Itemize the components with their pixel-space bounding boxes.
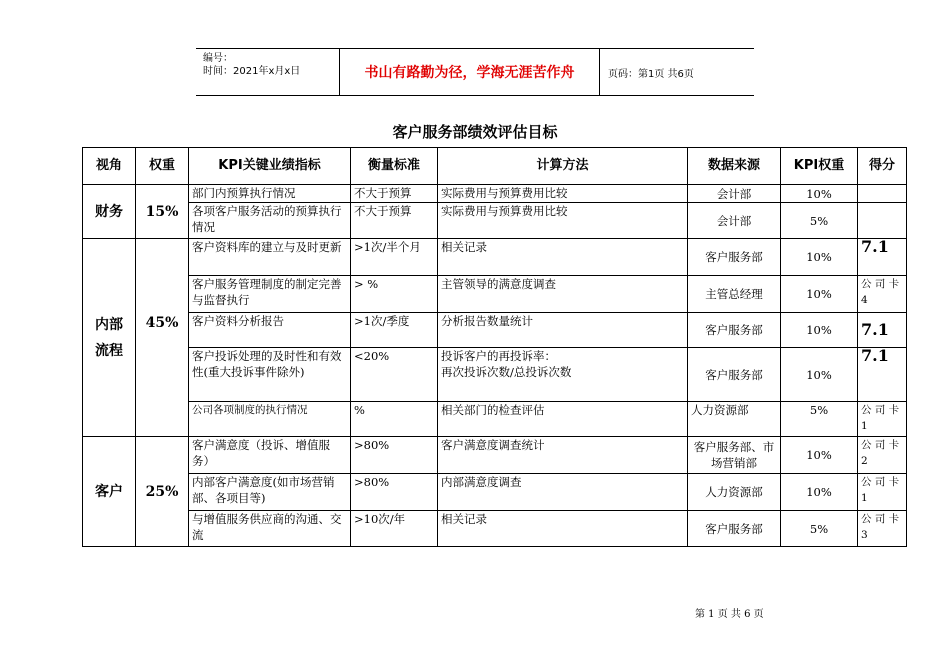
table-row [83,511,907,547]
score-cell [858,203,907,239]
source-cell: 客户服务部、市场营销部 [688,437,781,474]
method-cell [438,348,688,402]
table-header-row [83,148,907,185]
kpi-cell: 各项客户服务活动的预算执行情况 [189,203,351,239]
score-cell: 公 司 卡1 [858,474,907,511]
score-cell: 公 司 卡2 [858,437,907,474]
standard-cell: 不大于预算 [351,185,438,203]
source-cell: 人力资源部 [688,402,781,437]
kpi-weight-cell: 5% [781,402,858,437]
method-cell: 相关记录 [438,239,688,276]
method-cell: 实际费用与预算费用比较 [438,185,688,203]
source-cell: 会计部 [688,203,781,239]
source-cell: 客户服务部 [688,348,781,402]
kpi-weight-cell: 10% [781,185,858,203]
document-header [196,48,754,96]
table-row [83,185,907,203]
source-cell: 会计部 [688,185,781,203]
score-cell: 公 司 卡3 [858,511,907,547]
kpi-weight-cell: 10% [781,239,858,276]
standard-cell: <20% [351,348,438,402]
standard-cell: > % [351,276,438,313]
kpi-cell: 部门内预算执行情况 [189,185,351,203]
method-cell: 实际费用与预算费用比较 [438,203,688,239]
source-cell: 客户服务部 [688,239,781,276]
col-kpi-weight: KPI权重 [781,148,858,185]
header-page-label: 页码：第1页 共6页 [608,68,694,80]
category-cell [83,239,136,437]
document-title: 客户服务部绩效评估目标 [392,123,558,141]
time-label: 时间：2021年x月x日 [203,66,301,77]
score-cell: 公 司 卡1 [858,402,907,437]
source-cell: 主管总经理 [688,276,781,313]
standard-cell: >1次/季度 [351,313,438,348]
kpi-weight-cell: 10% [781,348,858,402]
col-standard: 衡量标准 [351,148,438,185]
kpi-weight-cell: 10% [781,313,858,348]
col-source: 数据来源 [688,148,781,185]
standard-cell: % [351,402,438,437]
kpi-weight-cell: 10% [781,474,858,511]
col-method: 计算方法 [438,148,688,185]
score-cell: 公 司 卡4 [858,276,907,313]
standard-cell: >10次/年 [351,511,438,547]
source-cell: 人力资源部 [688,474,781,511]
kpi-cell: 内部客户满意度(如市场营销部、各项目等) [189,474,351,511]
score-cell: 7.1 [858,348,907,402]
number-label: 编号： [203,53,233,64]
source-cell: 客户服务部 [688,313,781,348]
table-row [83,276,907,313]
kpi-cell: 客户服务管理制度的制定完善与监督执行 [189,276,351,313]
table-row [83,474,907,511]
category-line: 内部 [95,316,123,333]
standard-cell: >80% [351,474,438,511]
standard-cell: >1次/半个月 [351,239,438,276]
score-cell [858,185,907,203]
category-line: 流程 [95,342,123,359]
weight-cell: 15% [136,185,189,239]
col-perspective: 视角 [83,148,136,185]
kpi-weight-cell: 10% [781,276,858,313]
score-cell: 7.1 [858,239,907,276]
source-cell: 客户服务部 [688,511,781,547]
standard-cell: >80% [351,437,438,474]
kpi-cell: 客户满意度（投诉、增值服务） [189,437,351,474]
method-line: 投诉客户的再投诉率： [441,349,556,363]
table-row [83,239,907,276]
kpi-cell: 公司各项制度的执行情况 [189,402,351,437]
kpi-cell: 客户资料分析报告 [189,313,351,348]
header-slogan: 书山有路勤为径，学海无涯苦作舟 [339,49,600,95]
page-footer: 第 1 页 共 6 页 [695,609,764,620]
table-row [83,402,907,437]
kpi-weight-cell: 10% [781,437,858,474]
col-kpi: KPI关键业绩指标 [189,148,351,185]
weight-cell: 25% [136,437,189,547]
kpi-weight-cell: 5% [781,203,858,239]
table-row [83,348,907,402]
col-weight: 权重 [136,148,189,185]
table-row [83,313,907,348]
table-row [83,437,907,474]
method-cell: 相关部门的检查评估 [438,402,688,437]
weight-cell: 45% [136,239,189,437]
kpi-cell: 客户资料库的建立与及时更新 [189,239,351,276]
table-row [83,203,907,239]
method-cell: 相关记录 [438,511,688,547]
kpi-cell: 与增值服务供应商的沟通、交流 [189,511,351,547]
header-meta [196,49,339,95]
method-cell: 客户满意度调查统计 [438,437,688,474]
score-cell: 7.1 [858,313,907,348]
category-cell: 财务 [83,185,136,239]
kpi-weight-cell: 5% [781,511,858,547]
method-cell: 分析报告数量统计 [438,313,688,348]
kpi-table [82,147,907,547]
method-cell: 主管领导的满意度调查 [438,276,688,313]
method-cell: 内部满意度调查 [438,474,688,511]
kpi-cell: 客户投诉处理的及时性和有效性(重大投诉事件除外) [189,348,351,402]
standard-cell: 不大于预算 [351,203,438,239]
col-score: 得分 [858,148,907,185]
category-cell: 客户 [83,437,136,547]
method-line: 再次投诉次数/总投诉次数 [441,365,572,379]
